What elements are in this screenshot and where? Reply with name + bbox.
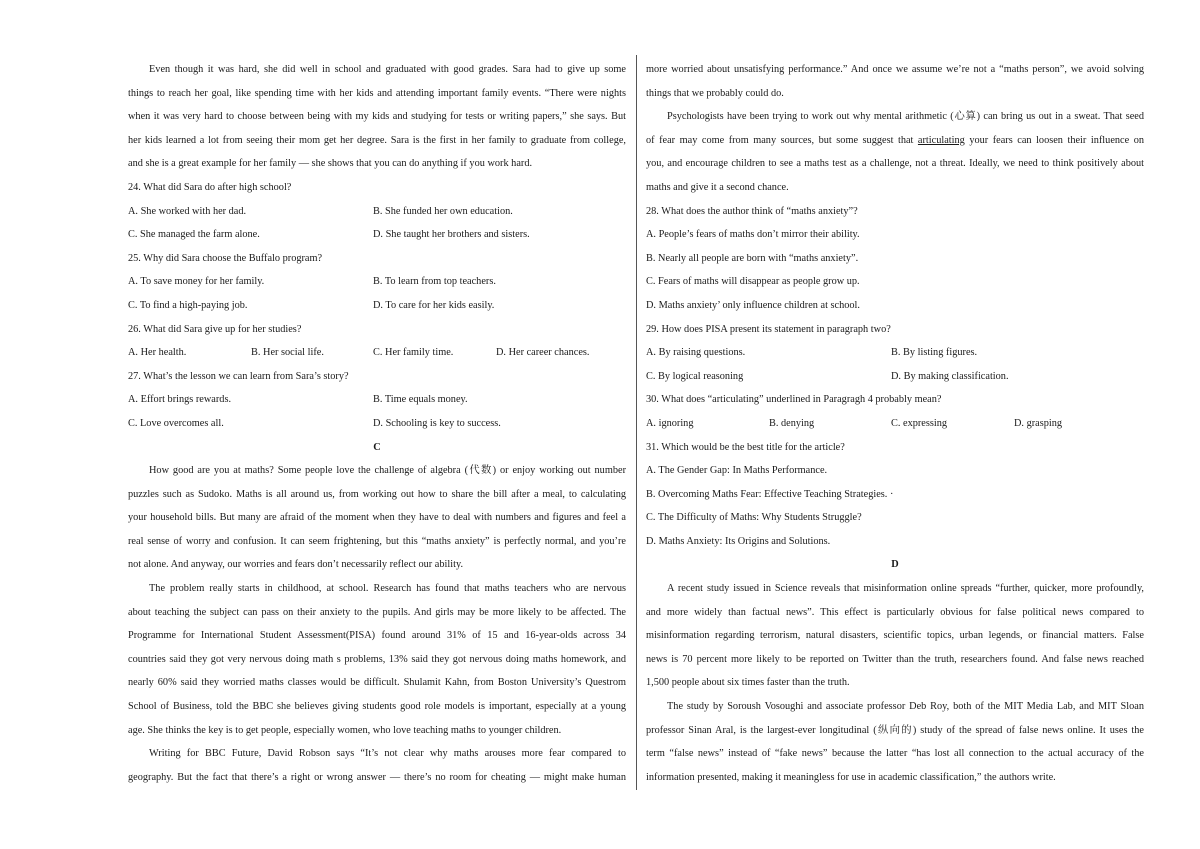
paragraph-robson-continued — [646, 58, 1144, 105]
section-heading-d: D — [891, 559, 899, 571]
right-column — [646, 58, 1144, 789]
text-line: Psychologists have been trying to work out why mental arithmetic (心算) can bring us out in a sweat. That seed — [667, 111, 1144, 123]
paragraph-psychologists — [646, 105, 1144, 199]
option-d: D. Maths Anxiety: Its Origins and Solutions. — [646, 535, 831, 547]
text-line: more worried about unsatisfying performance.” And once we assume we’re not a “maths person”, we avoid solving — [646, 64, 1144, 75]
left-column — [128, 58, 626, 789]
section-heading-c: C — [373, 441, 381, 453]
text-line: Even though it was hard, she did well in school and graduated with good grades. Sara had to give up some — [149, 64, 626, 75]
option-d: D. She taught her brothers and sisters. — [373, 229, 530, 241]
text-line: professor Sinan Aral, is the largest-ever longitudinal (纵向的) study of the spread of false news online. It uses the — [646, 724, 1144, 736]
text-line: puzzles such as Sudoko. Maths is all around us, from working out how to share the bill after a meal, to calculating — [128, 488, 626, 500]
option-a: A. She worked with her dad. — [128, 205, 247, 217]
option-b: B. She funded her own education. — [373, 205, 513, 217]
option-d: D. Maths anxiety’ only influence children at school. — [646, 299, 860, 311]
option-c: C. By logical reasoning — [646, 370, 744, 382]
paragraph-childhood — [128, 577, 626, 742]
option-a: A. ignoring — [646, 417, 694, 429]
text-line: misinformation regarding terrorism, natural disasters, scientific topics, urban legends, or financial matters. False — [646, 630, 1144, 642]
option-a: A. Effort brings rewards. — [128, 394, 232, 406]
text-line: her kids learned a lot from seeing their mom get her degree. Sara is the first in her family to graduate from college, — [128, 134, 626, 146]
question-stem: 27. What’s the lesson we can learn from Sara’s story? — [128, 370, 349, 382]
option-c: C. Love overcomes all. — [128, 417, 224, 429]
text-line: School of Business, told the BBC she believes giving students good role models is important, especially at a young — [128, 701, 626, 713]
text-line: The study by Soroush Vosoughi and associate professor Deb Roy, both of the MIT Media Lab, and MIT Sloan — [667, 701, 1144, 713]
text-line: you, and encourage children to see a maths test as a challenge, not a threat. Ideally, we need to think positively about — [646, 158, 1144, 170]
question-25 — [128, 247, 626, 318]
question-24 — [128, 176, 626, 247]
text-line: your household bills. But many are afraid of the moment when they have to deal with numbers and figures and feel a — [128, 512, 626, 524]
question-30 — [646, 388, 1144, 435]
text-line: and she is a great example for her family — she shows that you can do anything if you work hard. — [128, 158, 533, 170]
option-d: D. grasping — [1014, 417, 1063, 429]
question-stem: 29. How does PISA present its statement in paragraph two? — [646, 323, 891, 335]
text-line: things that we probably could do. — [646, 87, 784, 99]
option-c: C. The Difficulty of Maths: Why Students Struggle? — [646, 512, 862, 524]
underlined-word-articulating: articulating — [917, 134, 965, 146]
text-line: Programme for International Student Assessment(PISA) found around 31% of 15 and 16-year-olds across 34 — [128, 630, 626, 642]
option-a: A. By raising questions. — [646, 347, 746, 359]
option-d: D. Schooling is key to success. — [373, 417, 501, 429]
question-28 — [646, 200, 1144, 318]
text-line: not alone. And anyway, our worries and fears don’t necessarily reflect our ability. — [128, 559, 464, 571]
option-c: C. To find a high-paying job. — [128, 299, 248, 311]
text-line: The problem really starts in childhood, at school. Research has found that maths teachers who are nervous — [149, 583, 626, 595]
question-stem: 30. What does “articulating” underlined in Paragragh 4 probably mean? — [646, 394, 942, 406]
question-26 — [128, 318, 626, 365]
option-b: B. By listing figures. — [891, 347, 978, 359]
text-line: Writing for BBC Future, David Robson says “It’s not clear why maths arouses more fear compared to — [149, 748, 626, 760]
option-b: B. Her social life. — [251, 347, 324, 359]
option-d: D. To care for her kids easily. — [373, 299, 495, 311]
paragraph-mit-study — [646, 695, 1144, 789]
text-line: information presented, making it meaningless for use in academic classification,” the authors write. — [646, 771, 1056, 783]
paragraph-sara-story — [128, 58, 626, 176]
question-stem: 24. What did Sara do after high school? — [128, 181, 292, 193]
text-line: How good are you at maths? Some people love the challenge of algebra (代数) or enjoy working out number — [149, 465, 626, 477]
text-line — [646, 129, 1144, 153]
column-divider — [636, 55, 637, 790]
text-line: countries said they got very nervous doing math s problems, 13% said they got nervous doing maths homework, and — [128, 653, 626, 665]
option-b: B. denying — [769, 417, 815, 429]
text-line: 1,500 people about six times faster than the truth. — [646, 677, 850, 689]
paragraph-robson — [128, 742, 626, 789]
text-line: news is 70 percent more likely to be reported on Twitter than the truth, researchers found. And false news reached — [646, 653, 1144, 665]
text-line: things to reach her goal, like spending time with her kids and attending important family events. “There were nights — [128, 87, 626, 99]
question-stem: 28. What does the author think of “maths anxiety”? — [646, 205, 858, 217]
question-29 — [646, 318, 1144, 389]
text-line: geography. But the fact that there’s a right or wrong answer — there’s no room for cheating — might make human — [128, 771, 626, 783]
text-line: maths and give it a second chance. — [646, 181, 789, 193]
text-line: nearly 60% said they worried maths classes would be difficult. Shulamit Kahn, from Boston University’s Questrom — [128, 677, 626, 689]
question-27 — [128, 365, 626, 436]
question-31 — [646, 436, 1144, 554]
option-b: B. Overcoming Maths Fear: Effective Teaching Strategies. · — [646, 488, 894, 500]
option-d: D. Her career chances. — [496, 347, 590, 359]
option-a: A. People’s fears of maths don’t mirror their ability. — [646, 229, 860, 241]
option-d: D. By making classification. — [891, 370, 1009, 382]
text-line: when it was very hard to choose between being with my kids and studying for tests or writing papers,” she says. But — [128, 111, 626, 123]
text-line: about teaching the subject can pass on their anxiety to the pupils. And girls may be more likely to be affected. The — [128, 606, 626, 618]
option-c: C. Her family time. — [373, 347, 454, 359]
question-stem: 31. Which would be the best title for the article? — [646, 441, 845, 453]
text-line: age. She thinks the key is to get people, especially women, who love teaching maths to younger children. — [128, 724, 562, 736]
text-line: and more widely than factual news”. This effect is particularly obvious for false political news compared to — [646, 606, 1144, 618]
paragraph-maths-intro — [128, 459, 626, 577]
option-b: B. To learn from top teachers. — [373, 276, 496, 288]
option-c: C. expressing — [891, 417, 948, 429]
text-line: real sense of worry and confusion. It can seem frightening, but this “maths anxiety” is perfectly normal, and you’re — [128, 535, 626, 547]
option-b: B. Nearly all people are born with “maths anxiety”. — [646, 252, 859, 264]
option-b: B. Time equals money. — [373, 394, 468, 406]
option-a: A. Her health. — [128, 347, 187, 359]
paragraph-misinformation — [646, 577, 1144, 695]
question-stem: 25. Why did Sara choose the Buffalo program? — [128, 252, 323, 264]
option-c: C. Fears of maths will disappear as people grow up. — [646, 276, 860, 288]
option-a: A. The Gender Gap: In Maths Performance. — [646, 465, 828, 477]
option-a: A. To save money for her family. — [128, 276, 265, 288]
text-line: A recent study issued in Science reveals that misinformation online spreads “further, quicker, more profoundly, — [667, 583, 1144, 595]
option-c: C. She managed the farm alone. — [128, 229, 260, 241]
text-line: term “false news” instead of “fake news” because the latter “has lost all connection to the actual accuracy of the — [646, 748, 1144, 760]
text-segment: of fear may come from many sources, but some suggest that — [646, 134, 918, 146]
text-segment: your fears can loosen their influence on — [964, 134, 1144, 146]
question-stem: 26. What did Sara give up for her studies? — [128, 323, 302, 335]
